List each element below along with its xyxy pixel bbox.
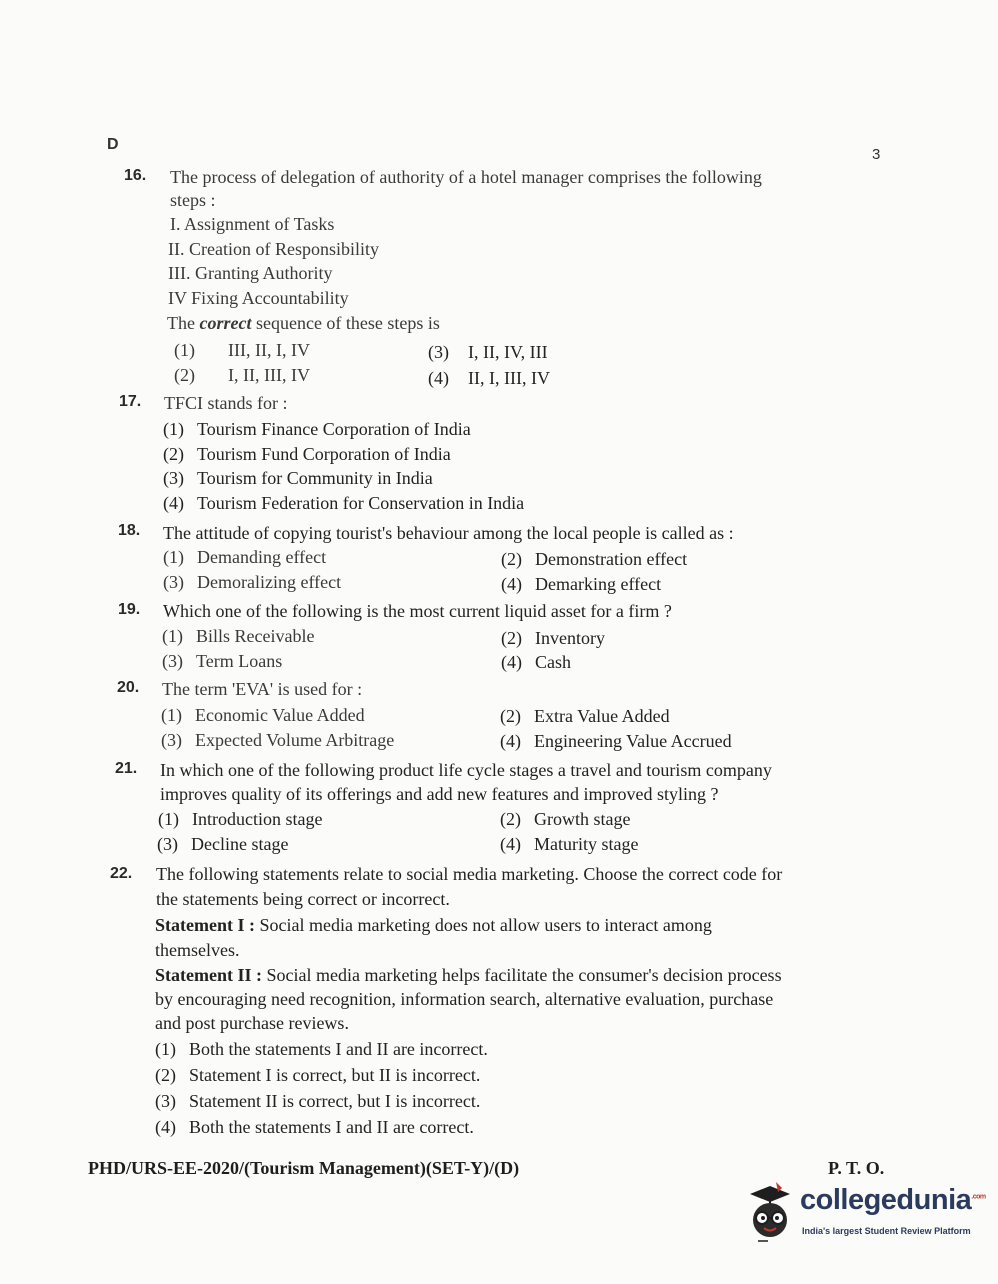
statement-2-cont: by encouraging need recognition, information search, alternative evaluation, purchase (155, 989, 774, 1009)
option: (1) Introduction stage (158, 809, 323, 829)
option: (2) I, II, III, IV (174, 365, 310, 385)
question-number: 18. (118, 522, 141, 539)
option: (4) Engineering Value Accrued (500, 731, 732, 751)
option: (3) Decline stage (157, 834, 289, 854)
option: (3) Demoralizing effect (163, 572, 342, 592)
question-text: The following statements relate to social media marketing. Choose the correct code for (156, 864, 783, 884)
statement-2-cont: and post purchase reviews. (155, 1013, 349, 1033)
question-text: steps : (170, 190, 216, 210)
option: (1) Both the statements I and II are incorrect. (155, 1039, 488, 1059)
step-item: I. Assignment of Tasks (170, 214, 335, 234)
option: (2) Statement I is correct, but II is incorrect. (155, 1065, 481, 1085)
statement-label: Statement I : (155, 915, 255, 935)
collegedunia-watermark (742, 1182, 986, 1252)
step-item: IV Fixing Accountability (168, 288, 349, 308)
option: (4) Tourism Federation for Conservation in India (163, 493, 525, 513)
option: (1) III, II, I, IV (174, 340, 310, 360)
option: (2) Inventory (501, 628, 605, 648)
question-text: improves quality of its offerings and add new features and improved styling ? (160, 784, 719, 804)
option: (3) I, II, IV, III (428, 342, 548, 362)
option: (1) Demanding effect (163, 547, 327, 567)
question-number: 21. (115, 760, 138, 777)
option: (3) Tourism for Community in India (163, 468, 433, 488)
paper-code: PHD/URS-EE-2020/(Tourism Management)(SET-Y)/(D) (88, 1158, 520, 1178)
question-number: 22. (110, 865, 133, 882)
page-number: 3 (872, 146, 881, 163)
question-text: The attitude of copying tourist's behaviour among the local people is called as : (163, 523, 734, 543)
question-text: The process of delegation of authority of a hotel manager comprises the following (170, 167, 762, 187)
option: (2) Growth stage (500, 809, 631, 829)
question-text: Which one of the following is the most current liquid asset for a firm ? (163, 601, 672, 621)
question-number: 16. (124, 167, 147, 184)
option: (1) Tourism Finance Corporation of India (163, 419, 471, 439)
statement-2: Statement II : Social media marketing helps facilitate the consumer's decision process (155, 965, 782, 985)
question-text: TFCI stands for : (164, 393, 288, 413)
step-item: III. Granting Authority (168, 263, 333, 283)
question-text: In which one of the following product life cycle stages a travel and tourism company (160, 760, 772, 780)
question-number: 17. (119, 393, 142, 410)
option: (3) Statement II is correct, but I is incorrect. (155, 1091, 481, 1111)
option: (4) Demarking effect (501, 574, 662, 594)
statement-1: Statement I : Social media marketing does not allow users to interact among (155, 915, 712, 935)
option: (4) Both the statements I and II are correct. (155, 1117, 474, 1137)
option: (2) Tourism Fund Corporation of India (163, 444, 451, 464)
emphasis: correct (199, 313, 252, 333)
option: (4) Maturity stage (500, 834, 639, 854)
mascot-icon (742, 1180, 798, 1246)
option: (2) Demonstration effect (501, 549, 688, 569)
option: (1) Economic Value Added (161, 705, 365, 725)
question-text: The term 'EVA' is used for : (162, 679, 363, 699)
pto-label: P. T. O. (828, 1158, 885, 1178)
step-item: II. Creation of Responsibility (168, 239, 379, 259)
statement-label: Statement II : (155, 965, 262, 985)
option: (1) Bills Receivable (162, 626, 315, 646)
option: (2) Extra Value Added (500, 706, 670, 726)
set-letter: D (107, 136, 119, 153)
option: (3) Expected Volume Arbitrage (161, 730, 395, 750)
question-prompt: The correct sequence of these steps is (167, 313, 440, 333)
brand-tagline: India's largest Student Review Platform (802, 1226, 971, 1236)
question-text: the statements being correct or incorrect. (156, 889, 450, 909)
option: (4) II, I, III, IV (428, 368, 550, 388)
statement-1-cont: themselves. (155, 940, 240, 960)
option: (3) Term Loans (162, 651, 283, 671)
question-number: 20. (117, 679, 140, 696)
question-number: 19. (118, 601, 141, 618)
option: (4) Cash (501, 652, 571, 672)
brand-name: collegedunia$^{.com}$ (800, 1184, 986, 1216)
